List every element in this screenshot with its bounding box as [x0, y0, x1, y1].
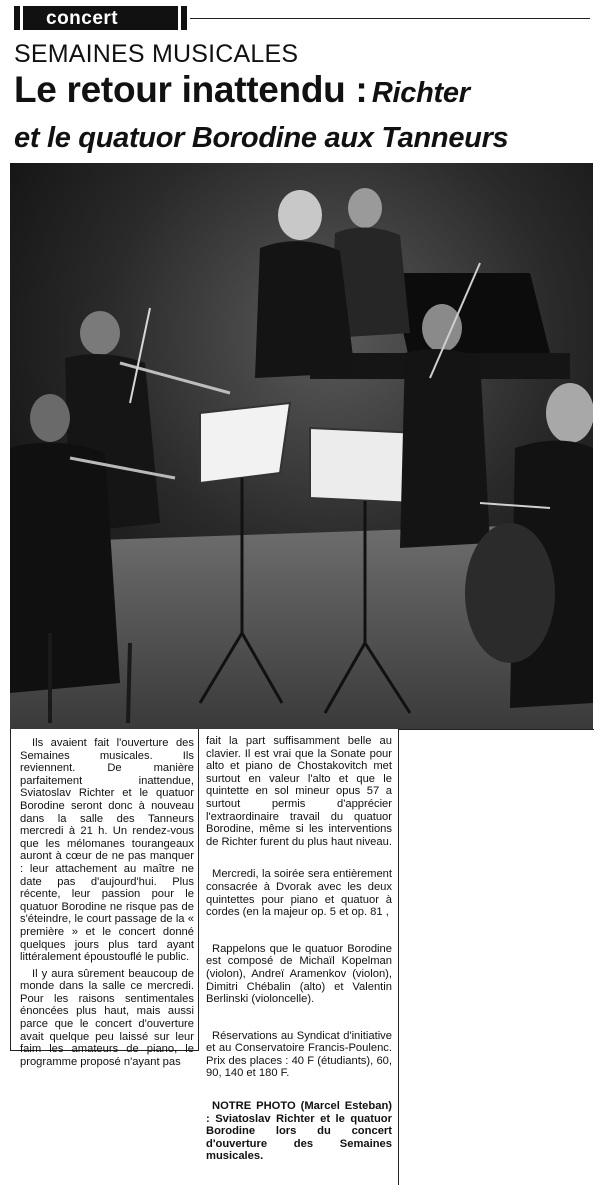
photo-illustration	[10, 163, 593, 729]
article-column-2	[206, 735, 392, 1173]
article-paragraph: Mercredi, la soirée sera entièrement consacrée à Dvorak avec les deux quintettes pour piano et quatuor à cordes (en la majeur op. 5 et op. 81 ,	[206, 868, 392, 919]
article-column-1	[20, 737, 194, 1068]
frame-right-vertical	[398, 729, 399, 1185]
photo-caption	[206, 1100, 392, 1163]
rubric-left-mark	[14, 6, 23, 30]
frame-left-vertical	[10, 729, 11, 1050]
photo-caption-text: (Marcel Esteban) : Sviatoslav Richter et le quatuor Borodine lors du concert d'ouverture des Semaines musicales.	[206, 1100, 393, 1163]
headline-line1-italic: Richter	[371, 77, 470, 109]
column-separator	[198, 729, 199, 1051]
reservation-info: Réservations au Syndicat d'initiative et au Conservatoire Francis-Poulenc. Prix des places : 40 F (étudiants), 60, 90, 140 et 180 F.	[206, 1029, 392, 1080]
frame-right-top	[398, 729, 594, 730]
article-paragraph: Ils avaient fait l'ouverture des Semaines musicales. Ils reviennent. De manière parfaitement inattendue, Sviatoslav Richter et le quatuor Borodine seront donc à nouveau dans la salle des Tanneurs mercredi à 21 h. Un rendez-vous que les mélomanes tourangeaux auront à cœur de ne pas manquer : leur attachement au maître ne date pas d'aujourd'hui. Plus récente, leur passion pour le quatuor Borodine ne risque pas de s'éteindre, le court passage de la « première » et le concert donné quelques jours plus tard ayant littéralement époustouflé le public.	[20, 737, 194, 964]
rubric-rule	[190, 18, 590, 19]
article-paragraph: Il y aura sûrement beaucoup de monde dans la salle ce mercredi. Pour les raisons sentimentales énoncées plus haut, mais aussi parce que le concert d'ouverture avait quelque peu laissé sur leur faim les amateurs de piano, le programme proposé n'ayant pas	[20, 967, 194, 1068]
article-paragraph: fait la part suffisamment belle au clavier. Il est vrai que la Sonate pour alto et piano de Chostakovitch met surtout en valeur l'alto et que le quintette en sol mineur opus 57 a surtout permis d'apprécier l'extraordinaire travail du quatuor Borodine, même si les interventions de Richter furent du plus haut niveau.	[206, 735, 392, 848]
headline	[14, 70, 601, 163]
article-paragraph: Rappelons que le quatuor Borodine est composé de Michaïl Kopelman (violon), Andreï Aramenkov (violon), Dimitri Chébalin (alto) et Valentin Berlinski (violoncelle).	[206, 942, 392, 1006]
headline-line1: Le retour inattendu :	[14, 69, 368, 110]
concert-photo	[10, 163, 593, 729]
headline-line2: et le quatuor Borodine aux Tanneurs	[14, 122, 509, 154]
rubric-label: concert	[46, 8, 119, 29]
rubric-right-mark	[178, 6, 187, 30]
kicker: SEMAINES MUSICALES	[14, 40, 299, 68]
photo-caption-label: NOTRE PHOTO	[212, 1100, 296, 1113]
